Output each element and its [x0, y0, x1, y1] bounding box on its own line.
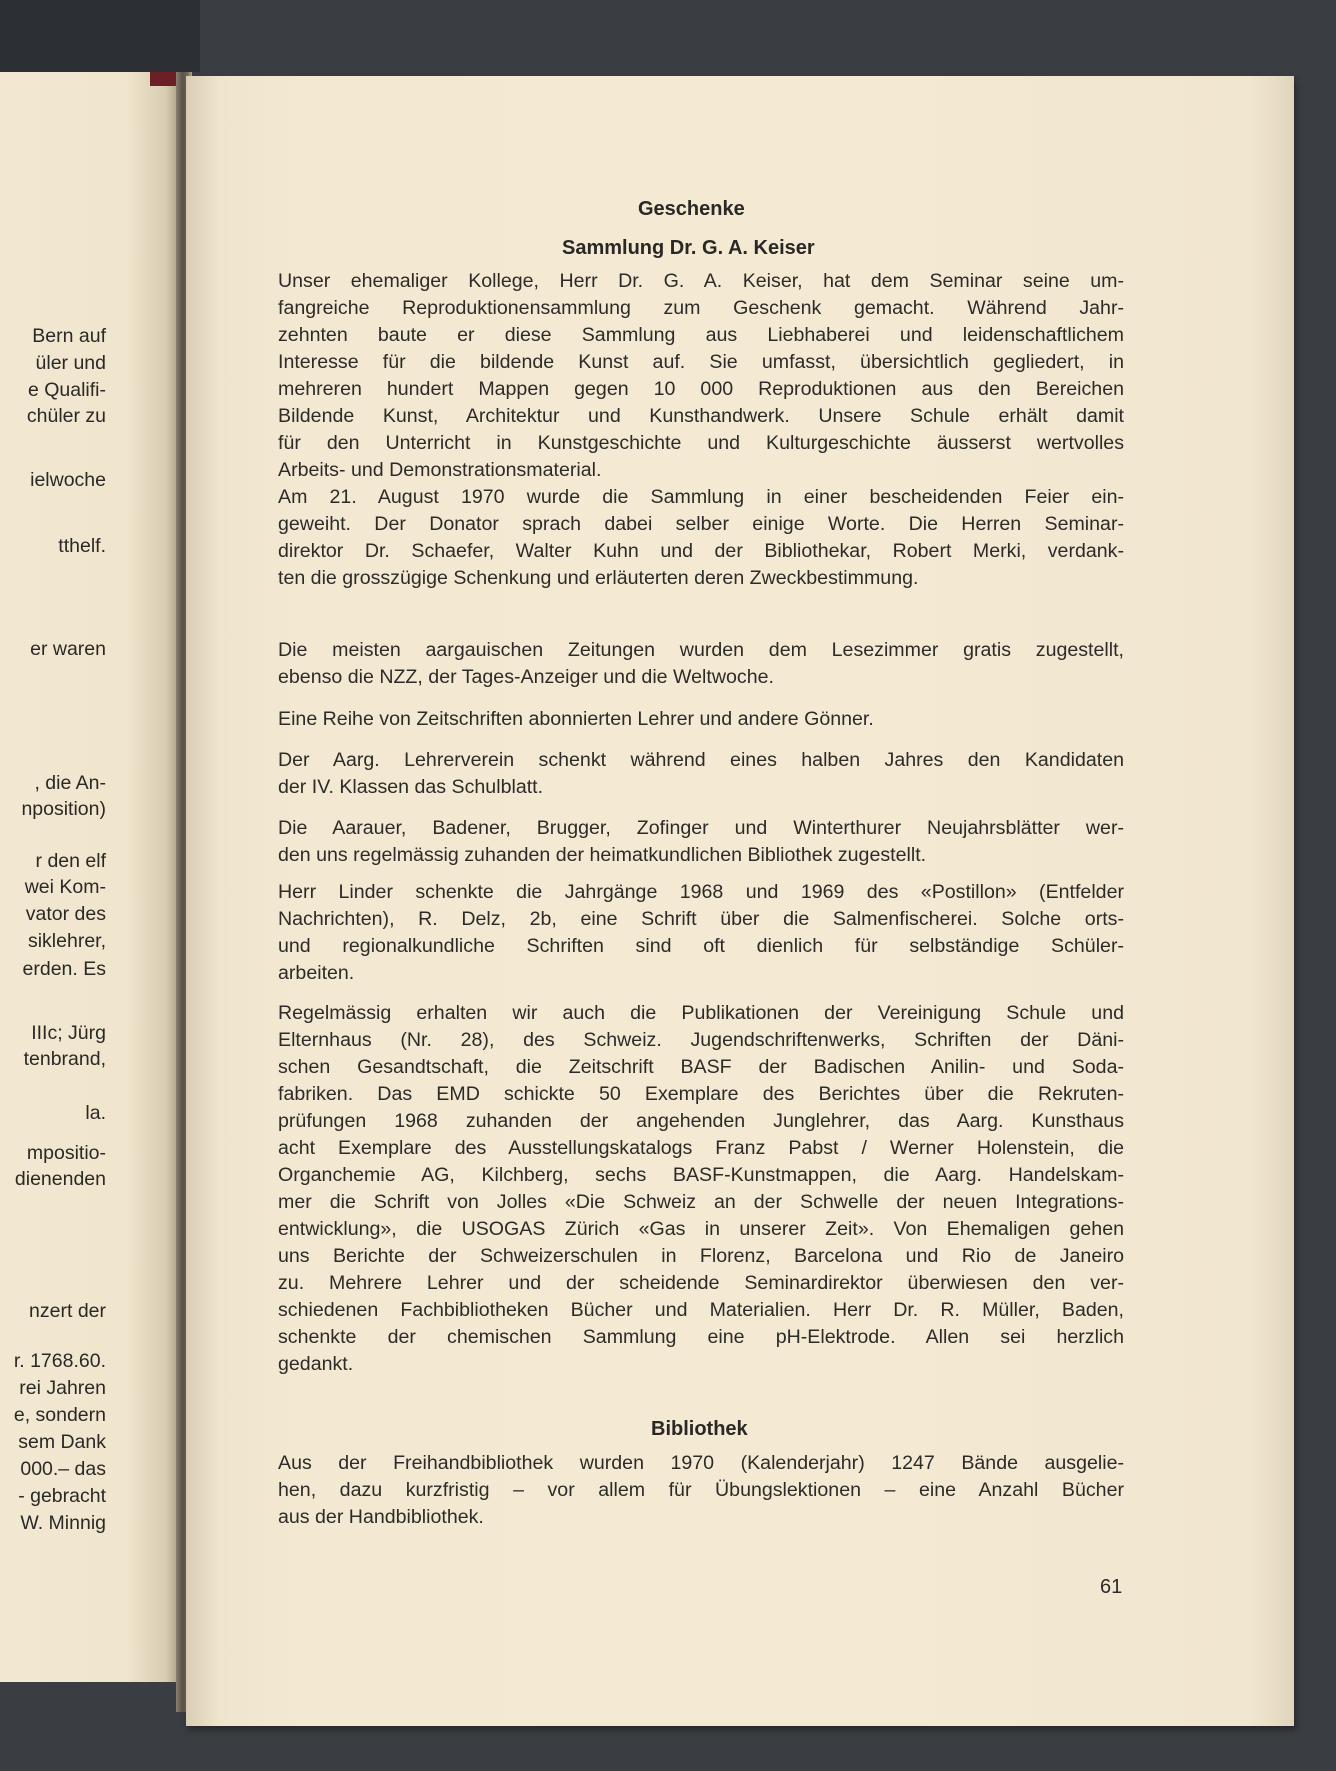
text-line: und regionalkundliche Schriften sind oft dienlich für selbständige Schüler- [278, 935, 1124, 957]
text-line: mer die Schrift von Jolles «Die Schweiz an der Schwelle der neuen Integrations- [278, 1191, 1124, 1213]
text-line: Am 21. August 1970 wurde die Sammlung in einer bescheidenden Feier ein- [278, 486, 1124, 508]
left-line: r. 1768.60. [13, 1350, 106, 1372]
background-strip [0, 0, 200, 72]
left-line: sem Dank [18, 1431, 106, 1453]
left-line: üler und [35, 352, 106, 374]
paragraph-newspapers [278, 637, 1124, 691]
paragraph-journals [278, 706, 1124, 733]
text-line: schen Gesandtschaft, die Zeitschrift BASF der Badischen Anilin- und Soda- [278, 1056, 1124, 1078]
left-line: ielwoche [30, 469, 106, 491]
text-line: uns Berichte der Schweizerschulen in Florenz, Barcelona und Rio de Janeiro [278, 1245, 1124, 1267]
left-line: nzert der [29, 1300, 106, 1322]
section-title: Geschenke [638, 198, 745, 220]
text-line: Die meisten aargauischen Zeitungen wurden dem Lesezimmer gratis zugestellt, [278, 639, 1124, 661]
text-line: entwicklung», die USOGAS Zürich «Gas in unserer Zeit». Von Ehemaligen gehen [278, 1218, 1124, 1240]
left-line: nposition) [21, 798, 106, 820]
left-line: mpositio- [26, 1142, 106, 1164]
left-line: - gebracht [18, 1485, 106, 1507]
text-line: hen, dazu kurzfristig – vor allem für Übungslektionen – eine Anzahl Bücher [278, 1479, 1124, 1501]
text-line: Organchemie AG, Kilchberg, sechs BASF-Kunstmappen, die Aarg. Handelskam- [278, 1164, 1124, 1186]
left-line: 000.– das [20, 1458, 106, 1480]
text-line: arbeiten. [278, 962, 355, 984]
text-line: aus der Handbibliothek. [278, 1506, 484, 1528]
text-line: prüfungen 1968 zuhanden der angehenden Junglehrer, das Aarg. Kunsthaus [278, 1110, 1124, 1132]
paragraph-publications [278, 1000, 1124, 1378]
text-line: direktor Dr. Schaefer, Walter Kuhn und der Bibliothekar, Robert Merki, verdank- [278, 540, 1124, 562]
text-line: acht Exemplare des Ausstellungskatalogs Franz Pabst / Werner Holenstein, die [278, 1137, 1124, 1159]
text-line: Nachrichten), R. Delz, 2b, eine Schrift über die Salmenfischerei. Solche orts- [278, 908, 1124, 930]
text-line: gedankt. [278, 1353, 354, 1375]
left-line: Bern auf [32, 325, 106, 347]
left-line: siklehrer, [27, 930, 106, 952]
page-number: 61 [1100, 1576, 1123, 1598]
text-line: schenkte der chemischen Sammlung eine pH-Elektrode. Allen sei herzlich [278, 1326, 1124, 1348]
left-line: er waren [30, 638, 106, 660]
left-line: rei Jahren [19, 1377, 106, 1399]
left-line: e Qualifi- [27, 379, 106, 401]
text-line: fangreiche Reproduktionensammlung zum Geschenk gemacht. Während Jahr- [278, 297, 1124, 319]
left-line: wei Kom- [24, 876, 106, 898]
left-line: IIIc; Jürg [31, 1022, 106, 1044]
left-line: erden. Es [22, 958, 106, 980]
text-line: Der Aarg. Lehrerverein schenkt während eines halben Jahres den Kandidaten [278, 749, 1124, 771]
left-line: tthelf. [58, 535, 106, 557]
text-line: schiedenen Fachbibliotheken Bücher und Materialien. Herr Dr. R. Müller, Baden, [278, 1299, 1124, 1321]
text-line: Bildende Kunst, Architektur und Kunsthandwerk. Unsere Schule erhält damit [278, 405, 1124, 427]
paragraph-linder [278, 879, 1124, 987]
left-line: , die An- [34, 772, 106, 794]
left-line: tenbrand, [23, 1048, 106, 1070]
left-line: r den elf [35, 850, 106, 872]
text-line: mehreren hundert Mappen gegen 10 000 Reproduktionen aus den Bereichen [278, 378, 1124, 400]
text-line: zu. Mehrere Lehrer und der scheidende Seminardirektor überwiesen den ver- [278, 1272, 1124, 1294]
library-title: Bibliothek [651, 1418, 748, 1440]
subsection-title: Sammlung Dr. G. A. Keiser [562, 237, 815, 259]
text-line: Die Aarauer, Badener, Brugger, Zofinger und Winterthurer Neujahrsblätter wer- [278, 817, 1124, 839]
left-line: la. [85, 1102, 106, 1124]
text-line: zehnten baute er diese Sammlung aus Liebhaberei und leidenschaftlichem [278, 324, 1124, 346]
text-line: Elternhaus (Nr. 28), des Schweiz. Jugendschriftenwerks, Schriften der Däni- [278, 1029, 1124, 1051]
paragraph-keiser [278, 268, 1124, 592]
text-line: ten die grosszügige Schenkung und erläuterten deren Zweckbestimmung. [278, 567, 919, 589]
text-line: Unser ehemaliger Kollege, Herr Dr. G. A. Keiser, hat dem Seminar seine um- [278, 270, 1124, 292]
left-line: W. Minnig [20, 1512, 106, 1534]
text-line: geweiht. Der Donator sprach dabei selber einige Worte. Die Herren Seminar- [278, 513, 1124, 535]
text-line: Aus der Freihandbibliothek wurden 1970 (Kalenderjahr) 1247 Bände ausgelie- [278, 1452, 1124, 1474]
left-line: e, sondern [13, 1404, 106, 1426]
text-line: Eine Reihe von Zeitschriften abonnierten Lehrer und andere Gönner. [278, 708, 874, 730]
left-line: dienenden [14, 1168, 106, 1190]
left-line: chüler zu [26, 405, 106, 427]
paragraph-schulblatt [278, 747, 1124, 801]
text-line: fabriken. Das EMD schickte 50 Exemplare des Berichtes über die Rekruten- [278, 1083, 1124, 1105]
text-line: Herr Linder schenkte die Jahrgänge 1968 und 1969 des «Postillon» (Entfelder [278, 881, 1124, 903]
text-line: Interesse für die bildende Kunst auf. Sie umfasst, übersichtlich gegliedert, in [278, 351, 1124, 373]
text-line: den uns regelmässig zuhanden der heimatkundlichen Bibliothek zugestellt. [278, 844, 927, 866]
text-line: ebenso die NZZ, der Tages-Anzeiger und die Weltwoche. [278, 666, 774, 688]
left-line: vator des [25, 903, 106, 925]
text-line: Arbeits- und Demonstrationsmaterial. [278, 459, 602, 481]
text-line: für den Unterricht in Kunstgeschichte und Kulturgeschichte äusserst wertvolles [278, 432, 1124, 454]
paragraph-library [278, 1450, 1124, 1531]
text-line: der IV. Klassen das Schulblatt. [278, 776, 544, 798]
text-line: Regelmässig erhalten wir auch die Publikationen der Vereinigung Schule und [278, 1002, 1124, 1024]
paragraph-neujahrsblaetter [278, 815, 1124, 869]
